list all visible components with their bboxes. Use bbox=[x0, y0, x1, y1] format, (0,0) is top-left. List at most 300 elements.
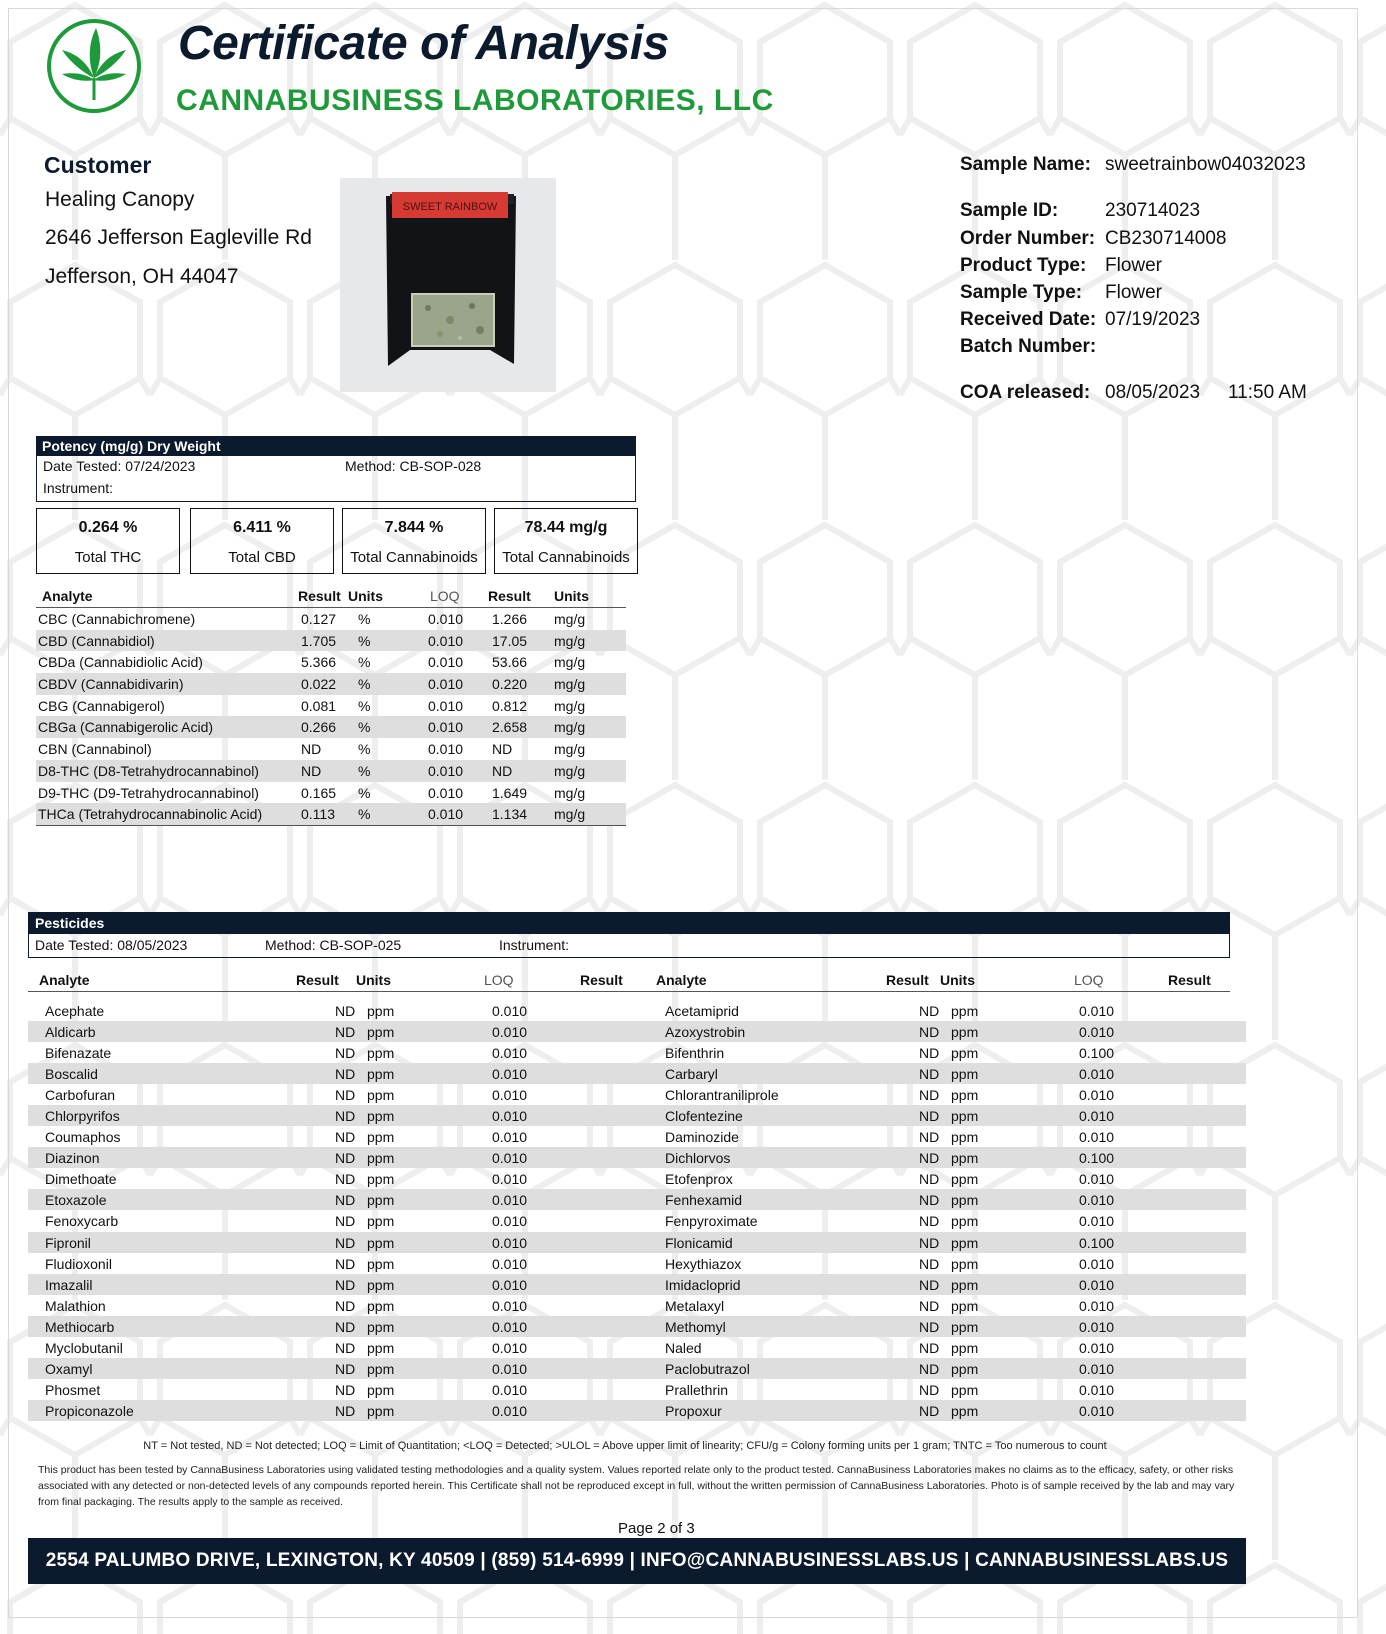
analyte-cell: Methiocarb bbox=[45, 1318, 115, 1335]
units-cell: ppm bbox=[367, 1234, 395, 1251]
result-cell-right: ND bbox=[919, 1276, 940, 1293]
table-row bbox=[36, 630, 626, 652]
units-cell: ppm bbox=[367, 1255, 395, 1272]
analyte-cell: D8-THC (D8-Tetrahydrocannabinol) bbox=[38, 762, 259, 779]
analyte-cell-right: Daminozide bbox=[665, 1129, 739, 1146]
col-loq: LOQ bbox=[430, 588, 460, 604]
result-mg-cell: 0.812 bbox=[492, 697, 528, 714]
analyte-cell: CBGa (Cannabigerolic Acid) bbox=[38, 719, 214, 736]
result-cell-right: ND bbox=[919, 1234, 940, 1251]
analyte-cell-right: Clofentezine bbox=[665, 1108, 743, 1125]
loq-cell: 0.010 bbox=[492, 1171, 528, 1188]
loq-cell-right: 0.010 bbox=[1079, 1108, 1115, 1125]
coa-released-time: 11:50 AM bbox=[1228, 382, 1307, 403]
total-cannabinoids-percent-box bbox=[342, 508, 486, 574]
loq-cell: 0.010 bbox=[492, 1339, 528, 1356]
document-title: Certificate of Analysis bbox=[178, 17, 669, 70]
sample-name-value: sweetrainbow04032023 bbox=[1105, 154, 1306, 175]
units-cell: % bbox=[358, 719, 371, 736]
units-cell-right: ppm bbox=[951, 1003, 979, 1019]
units-cell: ppm bbox=[367, 1339, 395, 1356]
loq-cell-right: 0.010 bbox=[1079, 1255, 1115, 1272]
sample-id-label: Sample ID: bbox=[960, 200, 1059, 221]
table-row bbox=[28, 1105, 1246, 1126]
units-cell: % bbox=[358, 806, 371, 823]
result-cell: 0.113 bbox=[301, 806, 335, 823]
loq-cell-right: 0.100 bbox=[1079, 1150, 1115, 1167]
analyte-cell: Coumaphos bbox=[45, 1129, 121, 1146]
table-row bbox=[28, 1189, 1246, 1210]
result-cell: ND bbox=[335, 1150, 356, 1167]
analyte-cell: D9-THC (D9-Tetrahydrocannabinol) bbox=[38, 784, 259, 801]
loq-cell-right: 0.010 bbox=[1079, 1402, 1115, 1419]
result-cell: ND bbox=[335, 1276, 356, 1293]
result-cell: ND bbox=[335, 1381, 356, 1398]
order-number-label: Order Number: bbox=[960, 228, 1096, 249]
received-date-value: 07/19/2023 bbox=[1105, 309, 1201, 330]
loq-cell: 0.010 bbox=[492, 1087, 528, 1104]
result-cell: ND bbox=[335, 1318, 356, 1335]
loq-cell-right: 0.100 bbox=[1079, 1045, 1115, 1062]
product-type-label: Product Type: bbox=[960, 255, 1087, 276]
units-mg-cell: mg/g bbox=[554, 611, 586, 627]
analyte-cell: Imazalil bbox=[45, 1276, 93, 1293]
loq-cell-right: 0.010 bbox=[1079, 1024, 1115, 1041]
units-cell: ppm bbox=[367, 1150, 395, 1167]
table-row bbox=[36, 738, 626, 760]
units-mg-cell: mg/g bbox=[554, 762, 586, 779]
loq-cell-right: 0.010 bbox=[1079, 1276, 1115, 1293]
table-row bbox=[28, 1147, 1246, 1168]
table-row bbox=[28, 1337, 1246, 1358]
analyte-cell: Propiconazole bbox=[45, 1402, 134, 1419]
table-row bbox=[28, 1316, 1246, 1337]
units-cell: % bbox=[358, 611, 371, 627]
units-cell-right: ppm bbox=[951, 1213, 979, 1230]
col-units-mg: Units bbox=[554, 588, 589, 604]
sample-type-value: Flower bbox=[1105, 282, 1163, 303]
units-mg-cell: mg/g bbox=[554, 654, 586, 671]
result-cell: ND bbox=[335, 1297, 356, 1314]
loq-cell-right: 0.100 bbox=[1079, 1234, 1115, 1251]
analyte-cell-right: Imidacloprid bbox=[665, 1276, 741, 1293]
total-label: Total CBD bbox=[228, 549, 296, 566]
result-cell-right: ND bbox=[919, 1402, 940, 1419]
loq-cell-right: 0.010 bbox=[1079, 1129, 1115, 1146]
col-units: Units bbox=[356, 972, 391, 988]
units-mg-cell: mg/g bbox=[554, 632, 586, 649]
loq-cell: 0.010 bbox=[492, 1255, 528, 1272]
potency-instrument: Instrument: bbox=[43, 480, 114, 496]
result-cell: ND bbox=[335, 1087, 356, 1104]
loq-cell: 0.010 bbox=[428, 784, 464, 801]
result-mg-cell: ND bbox=[492, 741, 513, 758]
loq-cell-right: 0.010 bbox=[1079, 1339, 1115, 1356]
table-row bbox=[28, 1021, 1246, 1042]
col-result-mg: Result bbox=[488, 588, 531, 604]
potency-table-body bbox=[36, 608, 626, 825]
cannabis-leaf-logo-icon bbox=[44, 18, 144, 114]
units-cell-right: ppm bbox=[951, 1339, 979, 1356]
analyte-cell-right: Fenhexamid bbox=[665, 1192, 743, 1209]
analyte-cell-right: Prallethrin bbox=[665, 1381, 729, 1398]
analyte-cell-right: Methomyl bbox=[665, 1318, 726, 1335]
units-cell: ppm bbox=[367, 1087, 395, 1104]
units-cell-right: ppm bbox=[951, 1381, 979, 1398]
table-row bbox=[28, 1295, 1246, 1316]
loq-cell: 0.010 bbox=[492, 1045, 528, 1062]
loq-cell: 0.010 bbox=[492, 1381, 528, 1398]
total-value: 6.411 % bbox=[233, 519, 291, 536]
result-mg-cell: 2.658 bbox=[492, 719, 528, 736]
units-cell: ppm bbox=[367, 1402, 395, 1419]
units-mg-cell: mg/g bbox=[554, 697, 586, 714]
loq-cell: 0.010 bbox=[428, 762, 464, 779]
analyte-cell: CBG (Cannabigerol) bbox=[38, 697, 165, 714]
units-cell: ppm bbox=[367, 1213, 395, 1230]
result-cell-right: ND bbox=[919, 1360, 940, 1377]
analyte-cell: Acephate bbox=[45, 1003, 105, 1019]
analyte-cell: Fipronil bbox=[45, 1234, 91, 1251]
units-cell-right: ppm bbox=[951, 1255, 979, 1272]
analyte-cell: Chlorpyrifos bbox=[45, 1108, 120, 1125]
result-mg-cell: 1.649 bbox=[492, 784, 528, 801]
units-cell-right: ppm bbox=[951, 1171, 979, 1188]
sample-bag-illustration bbox=[340, 178, 556, 392]
col-result-2-right: Result bbox=[1168, 972, 1211, 988]
table-row bbox=[28, 1210, 1246, 1231]
loq-cell: 0.010 bbox=[492, 1276, 528, 1293]
table-row bbox=[28, 1379, 1246, 1400]
units-cell: ppm bbox=[367, 1276, 395, 1293]
result-cell: 0.266 bbox=[301, 719, 337, 736]
result-cell: ND bbox=[335, 1171, 356, 1188]
sample-id-value: 230714023 bbox=[1105, 200, 1201, 221]
units-cell-right: ppm bbox=[951, 1108, 979, 1125]
col-units: Units bbox=[348, 588, 383, 604]
table-row bbox=[36, 716, 626, 738]
result-cell: 0.022 bbox=[301, 676, 337, 693]
result-cell: ND bbox=[335, 1045, 356, 1062]
analyte-cell: Bifenazate bbox=[45, 1045, 112, 1062]
units-cell-right: ppm bbox=[951, 1150, 979, 1167]
analyte-cell: Myclobutanil bbox=[45, 1339, 123, 1356]
abbreviation-legend: NT = Not tested, ND = Not detected; LOQ = Limit of Quantitation; <LOQ = Detected; >ULOL = Above upper limit of linearity; CFU/g = Colony forming units per 1 gram; TNTC = Too numerous to count bbox=[143, 1440, 1107, 1452]
loq-cell: 0.010 bbox=[492, 1297, 528, 1314]
loq-cell-right: 0.010 bbox=[1079, 1318, 1115, 1335]
loq-cell: 0.010 bbox=[492, 1003, 528, 1019]
loq-cell: 0.010 bbox=[492, 1402, 528, 1419]
table-row bbox=[36, 608, 626, 630]
units-cell: ppm bbox=[367, 1003, 395, 1019]
pesticides-method: Method: CB-SOP-025 bbox=[265, 937, 402, 953]
table-row bbox=[36, 673, 626, 695]
loq-cell-right: 0.010 bbox=[1079, 1213, 1115, 1230]
result-cell-right: ND bbox=[919, 1192, 940, 1209]
analyte-cell-right: Etofenprox bbox=[665, 1171, 733, 1188]
units-cell: ppm bbox=[367, 1297, 395, 1314]
result-cell-right: ND bbox=[919, 1339, 940, 1356]
potency-table-header bbox=[36, 586, 626, 608]
potency-info-box bbox=[36, 456, 636, 502]
coa-released-date: 08/05/2023 bbox=[1105, 382, 1201, 403]
units-mg-cell: mg/g bbox=[554, 676, 586, 693]
units-cell-right: ppm bbox=[951, 1360, 979, 1377]
loq-cell: 0.010 bbox=[428, 697, 464, 714]
loq-cell-right: 0.010 bbox=[1079, 1297, 1115, 1314]
result-cell: 5.366 bbox=[301, 654, 337, 671]
units-cell-right: ppm bbox=[951, 1045, 979, 1062]
loq-cell: 0.010 bbox=[428, 676, 464, 693]
analyte-cell: Phosmet bbox=[45, 1381, 101, 1398]
analyte-cell: Aldicarb bbox=[45, 1024, 96, 1041]
result-cell: ND bbox=[301, 762, 322, 779]
result-cell-right: ND bbox=[919, 1108, 940, 1125]
result-cell-right: ND bbox=[919, 1150, 940, 1167]
potency-heading: Potency (mg/g) Dry Weight bbox=[36, 436, 636, 456]
col-result-2: Result bbox=[580, 972, 623, 988]
total-label: Total Cannabinoids bbox=[350, 549, 478, 566]
col-loq-right: LOQ bbox=[1074, 972, 1104, 988]
loq-cell: 0.010 bbox=[428, 719, 464, 736]
analyte-cell: CBDa (Cannabidiolic Acid) bbox=[38, 654, 203, 671]
result-cell: ND bbox=[335, 1108, 356, 1125]
loq-cell-right: 0.010 bbox=[1079, 1171, 1115, 1188]
pesticides-instrument: Instrument: bbox=[499, 937, 570, 953]
total-value: 7.844 % bbox=[384, 519, 444, 536]
units-cell: % bbox=[358, 762, 371, 779]
result-cell: ND bbox=[335, 1234, 356, 1251]
disclaimer-text: This product has been tested by CannaBusiness Laboratories using validated testing methodologies and a quality system. Values reported relate only to the product tested. CannaBusiness Laboratories makes no claims as to the efficacy, safety, or other risks associated with any detected or non-detected levels of any compounds reported herein. This Certificate shall not be reproduced except in full, without the written permission of CannaBusiness Laboratories. Photo is of sample received by the lab and may vary from final packaging. The results apply to the sample as received. bbox=[38, 1464, 1235, 1508]
result-cell-right: ND bbox=[919, 1171, 940, 1188]
result-cell: ND bbox=[335, 1024, 356, 1041]
loq-cell: 0.010 bbox=[492, 1213, 528, 1230]
total-label: Total THC bbox=[74, 549, 142, 566]
units-cell-right: ppm bbox=[951, 1234, 979, 1251]
result-cell: 0.081 bbox=[301, 697, 337, 714]
units-cell: ppm bbox=[367, 1129, 395, 1146]
analyte-cell-right: Azoxystrobin bbox=[665, 1024, 746, 1041]
units-cell-right: ppm bbox=[951, 1192, 979, 1209]
result-cell-right: ND bbox=[919, 1213, 940, 1230]
table-row bbox=[28, 1042, 1246, 1063]
analyte-cell-right: Hexythiazox bbox=[665, 1255, 742, 1272]
loq-cell: 0.010 bbox=[428, 741, 464, 758]
table-row bbox=[28, 1253, 1246, 1274]
loq-cell-right: 0.010 bbox=[1079, 1381, 1115, 1398]
units-cell-right: ppm bbox=[951, 1087, 979, 1104]
contact-footer: 2554 PALUMBO DRIVE, LEXINGTON, KY 40509 | (859) 514-6999 | INFO@CANNABUSINESSLABS.US | CANNABUSINESSLABS.US bbox=[28, 1538, 1246, 1584]
sample-type-label: Sample Type: bbox=[960, 282, 1083, 303]
units-cell-right: ppm bbox=[951, 1024, 979, 1041]
loq-cell: 0.010 bbox=[428, 654, 464, 671]
units-cell-right: ppm bbox=[951, 1129, 979, 1146]
result-cell-right: ND bbox=[919, 1255, 940, 1272]
result-cell: ND bbox=[335, 1213, 356, 1230]
order-number-value: CB230714008 bbox=[1105, 228, 1227, 249]
result-mg-cell: 1.266 bbox=[492, 611, 528, 627]
analyte-cell: Boscalid bbox=[45, 1066, 98, 1083]
loq-cell: 0.010 bbox=[492, 1108, 528, 1125]
pesticides-info-box bbox=[28, 934, 1230, 958]
pesticides-heading: Pesticides bbox=[28, 912, 1230, 934]
units-cell: ppm bbox=[367, 1171, 395, 1188]
batch-number-label: Batch Number: bbox=[960, 336, 1097, 357]
result-mg-cell: ND bbox=[492, 762, 513, 779]
units-cell: % bbox=[358, 741, 371, 758]
loq-cell: 0.010 bbox=[428, 632, 464, 649]
col-loq: LOQ bbox=[484, 972, 514, 988]
analyte-cell: Oxamyl bbox=[45, 1360, 93, 1377]
table-row bbox=[28, 1168, 1246, 1189]
analyte-cell-right: Chlorantraniliprole bbox=[665, 1087, 779, 1104]
analyte-cell: CBDV (Cannabidivarin) bbox=[38, 676, 184, 693]
result-cell: 1.705 bbox=[301, 632, 337, 649]
result-cell-right: ND bbox=[919, 1381, 940, 1398]
customer-address-line2: Jefferson, OH 44047 bbox=[45, 265, 239, 288]
loq-cell: 0.010 bbox=[428, 806, 464, 823]
table-row bbox=[28, 1400, 1246, 1421]
analyte-cell: Fludioxonil bbox=[45, 1255, 112, 1272]
units-cell: % bbox=[358, 676, 371, 693]
total-thc-box bbox=[36, 508, 180, 574]
loq-cell: 0.010 bbox=[492, 1150, 528, 1167]
loq-cell: 0.010 bbox=[492, 1360, 528, 1377]
col-result: Result bbox=[296, 972, 339, 988]
result-cell-right: ND bbox=[919, 1129, 940, 1146]
table-row bbox=[36, 695, 626, 717]
units-mg-cell: mg/g bbox=[554, 806, 586, 823]
units-cell: % bbox=[358, 697, 371, 714]
analyte-cell: Fenoxycarb bbox=[45, 1213, 119, 1230]
analyte-cell: CBD (Cannabidiol) bbox=[38, 632, 155, 649]
units-mg-cell: mg/g bbox=[554, 719, 586, 736]
analyte-cell: THCa (Tetrahydrocannabinolic Acid) bbox=[38, 806, 263, 823]
received-date-label: Received Date: bbox=[960, 309, 1097, 330]
table-row bbox=[36, 782, 626, 804]
units-cell-right: ppm bbox=[951, 1318, 979, 1335]
table-row bbox=[36, 803, 626, 825]
loq-cell: 0.010 bbox=[492, 1318, 528, 1335]
loq-cell-right: 0.010 bbox=[1079, 1066, 1115, 1083]
loq-cell: 0.010 bbox=[492, 1066, 528, 1083]
table-row bbox=[28, 1274, 1246, 1295]
bag-label-text: SWEET RAINBOW bbox=[402, 201, 498, 213]
result-mg-cell: 0.220 bbox=[492, 676, 528, 693]
result-cell: ND bbox=[301, 741, 322, 758]
loq-cell-right: 0.010 bbox=[1079, 1087, 1115, 1104]
table-row bbox=[36, 760, 626, 782]
loq-cell-right: 0.010 bbox=[1079, 1003, 1115, 1019]
customer-name: Healing Canopy bbox=[45, 188, 195, 211]
result-cell: ND bbox=[335, 1255, 356, 1272]
total-cbd-box bbox=[190, 508, 334, 574]
total-value: 0.264 % bbox=[78, 519, 138, 536]
analyte-cell: CBN (Cannabinol) bbox=[38, 741, 152, 758]
result-cell-right: ND bbox=[919, 1066, 940, 1083]
units-cell-right: ppm bbox=[951, 1276, 979, 1293]
analyte-cell-right: Paclobutrazol bbox=[665, 1360, 750, 1377]
loq-cell-right: 0.010 bbox=[1079, 1192, 1115, 1209]
total-cannabinoids-mg-box bbox=[494, 508, 638, 574]
units-cell: ppm bbox=[367, 1360, 395, 1377]
total-value: 78.44 mg/g bbox=[524, 519, 608, 536]
units-cell: ppm bbox=[367, 1024, 395, 1041]
analyte-cell-right: Bifenthrin bbox=[665, 1045, 725, 1062]
result-cell-right: ND bbox=[919, 1087, 940, 1104]
units-cell: % bbox=[358, 654, 371, 671]
result-cell: 0.127 bbox=[301, 611, 337, 627]
col-analyte-right: Analyte bbox=[656, 972, 707, 988]
potency-method: Method: CB-SOP-028 bbox=[345, 458, 482, 474]
loq-cell: 0.010 bbox=[428, 611, 464, 627]
analyte-cell-right: Propoxur bbox=[665, 1402, 722, 1419]
result-mg-cell: 1.134 bbox=[492, 806, 528, 823]
table-row bbox=[28, 1232, 1246, 1253]
sample-photo bbox=[340, 178, 556, 392]
analyte-cell: Carbofuran bbox=[45, 1087, 116, 1104]
result-cell: ND bbox=[335, 1339, 356, 1356]
result-cell: ND bbox=[335, 1402, 356, 1419]
table-row bbox=[28, 1084, 1246, 1105]
table-row bbox=[28, 1126, 1246, 1147]
loq-cell: 0.010 bbox=[492, 1192, 528, 1209]
units-cell: ppm bbox=[367, 1045, 395, 1062]
result-cell: ND bbox=[335, 1066, 356, 1083]
col-analyte: Analyte bbox=[42, 588, 93, 604]
units-cell: ppm bbox=[367, 1381, 395, 1398]
result-cell: 0.165 bbox=[301, 784, 337, 801]
col-result: Result bbox=[298, 588, 341, 604]
result-cell: ND bbox=[335, 1129, 356, 1146]
pesticides-table-body bbox=[28, 1000, 1246, 1421]
result-cell: ND bbox=[335, 1192, 356, 1209]
units-mg-cell: mg/g bbox=[554, 741, 586, 758]
units-cell-right: ppm bbox=[951, 1297, 979, 1314]
result-cell-right: ND bbox=[919, 1318, 940, 1335]
analyte-cell: Malathion bbox=[45, 1297, 106, 1314]
analyte-cell-right: Naled bbox=[665, 1339, 702, 1356]
units-cell: ppm bbox=[367, 1108, 395, 1125]
result-cell: ND bbox=[335, 1360, 356, 1377]
units-mg-cell: mg/g bbox=[554, 784, 586, 801]
result-mg-cell: 17.05 bbox=[492, 632, 528, 649]
potency-table-bottom-rule bbox=[36, 825, 626, 826]
table-row bbox=[28, 1358, 1246, 1379]
total-label: Total Cannabinoids bbox=[502, 549, 630, 566]
potency-date-tested: Date Tested: 07/24/2023 bbox=[43, 458, 196, 474]
loq-cell: 0.010 bbox=[492, 1129, 528, 1146]
units-cell: % bbox=[358, 632, 371, 649]
result-mg-cell: 53.66 bbox=[492, 654, 528, 671]
units-cell-right: ppm bbox=[951, 1402, 979, 1419]
analyte-cell-right: Carbaryl bbox=[665, 1066, 718, 1083]
analyte-cell-right: Metalaxyl bbox=[665, 1297, 725, 1314]
result-cell-right: ND bbox=[919, 1297, 940, 1314]
sample-name-label: Sample Name: bbox=[960, 154, 1091, 175]
table-row bbox=[36, 651, 626, 673]
table-row bbox=[28, 1063, 1246, 1084]
analyte-cell-right: Fenpyroximate bbox=[665, 1213, 758, 1230]
analyte-cell-right: Acetamiprid bbox=[665, 1003, 739, 1019]
loq-cell: 0.010 bbox=[492, 1234, 528, 1251]
table-row bbox=[28, 1000, 1246, 1021]
result-cell-right: ND bbox=[919, 1045, 940, 1062]
lab-name: CANNABUSINESS LABORATORIES, LLC bbox=[176, 84, 774, 117]
pesticides-table-header bbox=[28, 966, 1230, 992]
units-cell: ppm bbox=[367, 1192, 395, 1209]
col-result-right: Result bbox=[886, 972, 929, 988]
